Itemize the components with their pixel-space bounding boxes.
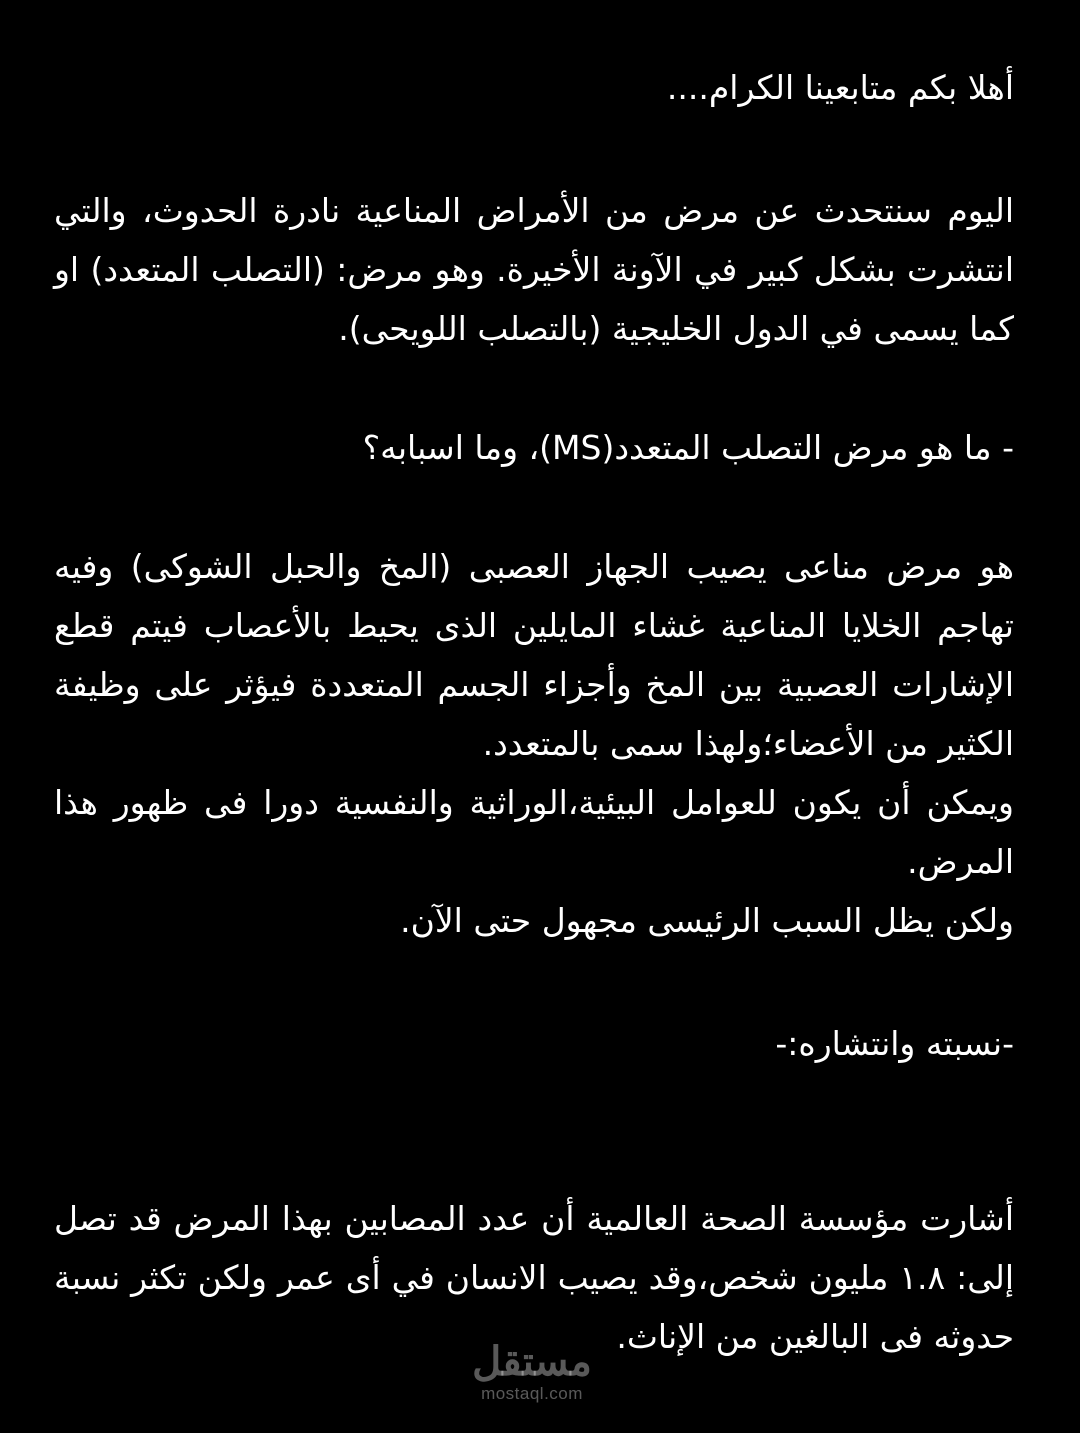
mostaql-logo: مستقل	[472, 1340, 592, 1384]
unknown-cause-paragraph: ولكن يظل السبب الرئيسى مجهول حتى الآن.	[400, 901, 1014, 940]
spread-heading: -نسبته وانتشاره:-	[775, 1024, 1014, 1063]
question-heading: - ما هو مرض التصلب المتعدد(MS)، وما اسبابه؟	[362, 428, 1014, 467]
article-body	[54, 58, 1014, 1366]
spread-paragraph: أشارت مؤسسة الصحة العالمية أن عدد المصابين بهذا المرض قد تصل إلى: ١.٨ مليون شخص،وقد يصيب الانسان في أى عمر ولكن تكثر نسبة حدوثه فى البالغين من الإناث.	[54, 1199, 1015, 1356]
causes-paragraph: ويمكن أن يكون للعوامل البيئية،الوراثية والنفسية دورا فى ظهور هذا المرض.	[54, 783, 1014, 881]
watermark-site: mostaql.com	[481, 1384, 583, 1403]
answer-paragraph: هو مرض مناعى يصيب الجهاز العصبى (المخ والحبل الشوكى) وفيه تهاجم الخلايا المناعية غشاء المايلين الذى يحيط بالأعصاب فيتم قطع الإشارات العصبية بين المخ وأجزاء الجسم المتعددة فيؤثر على وظيفة الكثير من الأعضاء؛ولهذا سمى بالمتعدد.	[54, 547, 1014, 763]
greeting-paragraph: أهلا بكم متابعينا الكرام....	[666, 68, 1014, 107]
intro-paragraph: اليوم سنتحدث عن مرض من الأمراض المناعية نادرة الحدوث، والتي انتشرت بشكل كبير في الآونة الأخيرة. وهو مرض: (التصلب المتعدد) او كما يسمى في الدول الخليجية (بالتصلب اللويحى).	[54, 191, 1014, 348]
mostaql-watermark	[452, 1340, 612, 1404]
